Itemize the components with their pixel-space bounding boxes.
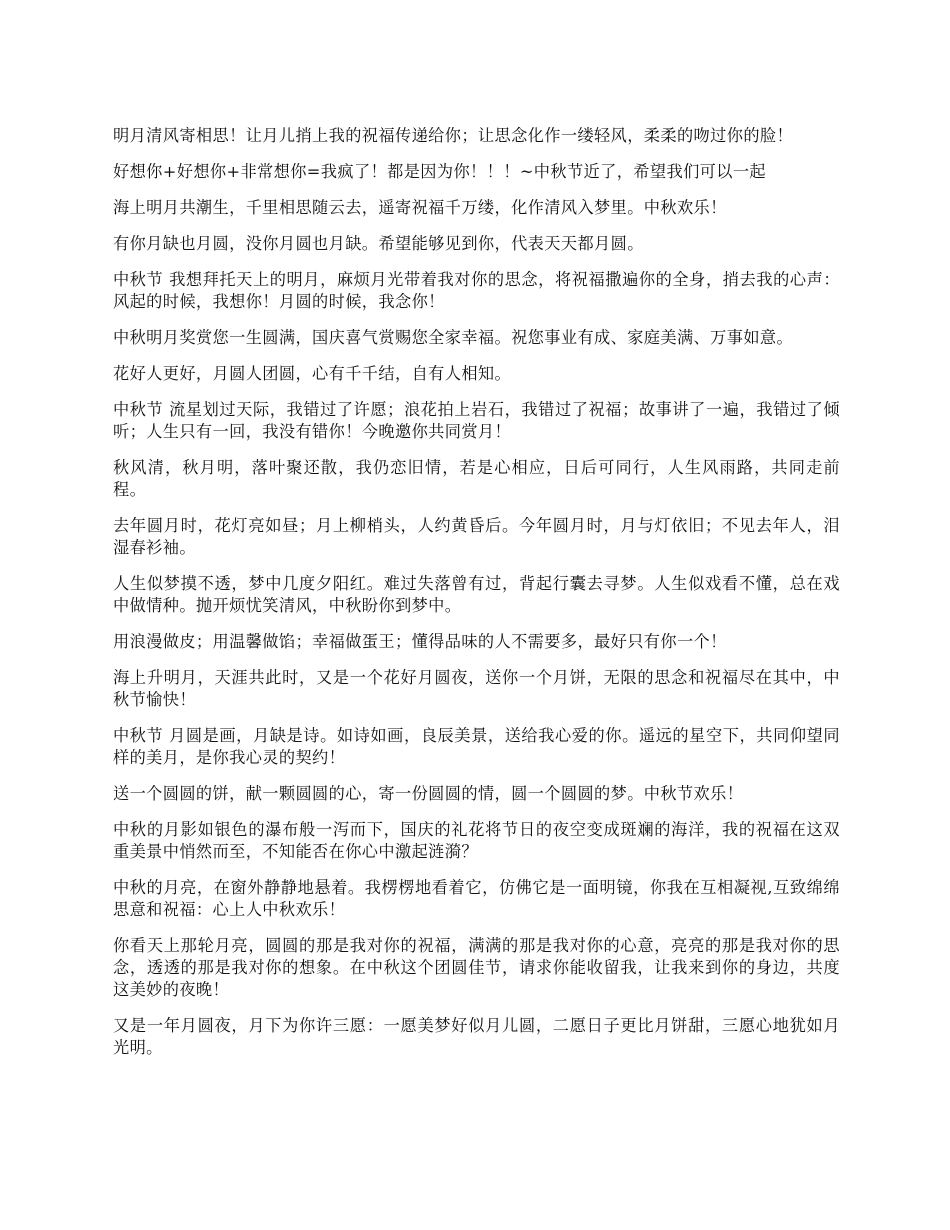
paragraph-15: 送一个圆圆的饼，献一颗圆圆的心，寄一份圆圆的情，圆一个圆圆的梦。中秋节欢乐！ [113, 784, 744, 803]
paragraph-4: 有你月缺也月圆，没你月圆也月缺。希望能够见到你，代表天天都月圆。 [113, 234, 644, 253]
paragraph-12: 用浪漫做皮；用温馨做馅；幸福做蛋王；懂得品味的人不需要多，最好只有你一个！ [113, 632, 727, 651]
paragraph-19: 又是一年月圆夜，月下为你许三愿：一愿美梦好似月儿圆，二愿日子更比月饼甜，三愿心地犹如月光明。 [113, 1016, 840, 1057]
paragraph-8: 中秋节 流星划过天际，我错过了许愿；浪花拍上岩石，我错过了祝福；故事讲了一遍，我错过了倾听；人生只有一回，我没有错你！今晚邀你共同赏月！ [113, 400, 840, 441]
document-page [113, 125, 840, 1073]
paragraph-17: 中秋的月亮，在窗外静静地悬着。我楞楞地看着它，仿佛它是一面明镜，你我在互相凝视,互致绵绵思意和祝福：心上人中秋欢乐！ [113, 878, 840, 919]
paragraph-14: 中秋节 月圆是画，月缺是诗。如诗如画，良辰美景，送给我心爱的你。遥远的星空下，共同仰望同样的美月，是你我心灵的契约！ [113, 726, 840, 767]
paragraph-7: 花好人更好，月圆人团圆，心有千千结，自有人相知。 [113, 364, 512, 383]
paragraph-3: 海上明月共潮生，千里相思随云去，遥寄祝福千万缕，化作清风入梦里。中秋欢乐！ [113, 198, 727, 217]
paragraph-9: 秋风清，秋月明，落叶聚还散，我仍恋旧情，若是心相应，日后可同行，人生风雨路，共同走前程。 [113, 458, 840, 499]
paragraph-5: 中秋节 我想拜托天上的明月，麻烦月光带着我对你的思念，将祝福撒遍你的全身，捎去我的心声：风起的时候，我想你！月圆的时候，我念你！ [113, 270, 840, 311]
paragraph-11: 人生似梦摸不透，梦中几度夕阳红。难过失落曾有过，背起行囊去寻梦。人生似戏看不懂，总在戏中做情种。抛开烦忧笑清风，中秋盼你到梦中。 [113, 574, 840, 615]
paragraph-1: 明月清风寄相思！让月儿捎上我的祝福传递给你；让思念化作一缕轻风，柔柔的吻过你的脸！ [113, 126, 794, 145]
paragraph-18: 你看天上那轮月亮，圆圆的那是我对你的祝福，满满的那是我对你的心意，亮亮的那是我对你的思念，透透的那是我对你的想象。在中秋这个团圆佳节，请求你能收留我，让我来到你的身边，共度这美妙的夜晚！ [113, 936, 840, 999]
paragraph-13: 海上升明月，天涯共此时，又是一个花好月圆夜，送你一个月饼，无限的思念和祝福尽在其中，中秋节愉快！ [113, 668, 840, 709]
paragraph-16: 中秋的月影如银色的瀑布般一泻而下，国庆的礼花将节日的夜空变成斑斓的海洋，我的祝福在这双重美景中悄然而至，不知能否在你心中激起涟漪？ [113, 820, 840, 861]
paragraph-10: 去年圆月时，花灯亮如昼；月上柳梢头，人约黄昏后。今年圆月时，月与灯依旧；不见去年人，泪湿春衫袖。 [113, 516, 840, 557]
paragraph-6: 中秋明月奖赏您一生圆满，国庆喜气赏赐您全家幸福。祝您事业有成、家庭美满、万事如意。 [113, 328, 794, 347]
paragraph-2: 好想你+好想你+非常想你=我疯了！都是因为你！！！~中秋节近了，希望我们可以一起 [113, 162, 767, 181]
